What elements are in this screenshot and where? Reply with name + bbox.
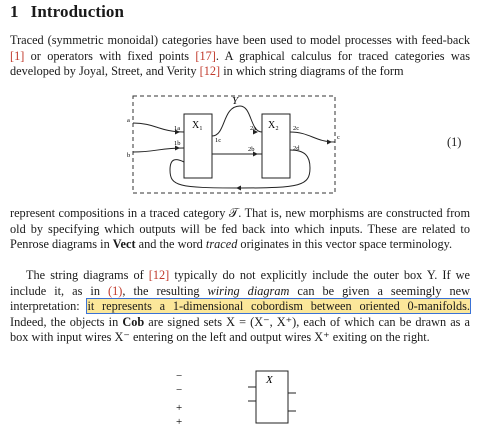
box-x-label: X (266, 374, 273, 386)
citation-link[interactable]: [1] (10, 48, 25, 63)
paragraph-traced: represent compositions in a traced category 𝒯. That is, new morphisms are constructed from old by specifying which outputs will be fed back into which inputs. These are related to Penrose diagrams in Vect and the word traced originates in this vector space terminology. (10, 206, 471, 252)
outer-box-y (133, 96, 335, 193)
svg-text:2a: 2a (250, 125, 257, 132)
svg-text:1b: 1b (174, 140, 181, 147)
svg-text:1c: 1c (215, 137, 222, 144)
signed-box-diagram (0, 365, 478, 435)
svg-text:2d: 2d (293, 145, 300, 152)
vect-term: Vect (112, 237, 136, 252)
equation-number: (1) (447, 135, 462, 149)
wiring-diagram (0, 86, 478, 201)
highlighted-sentence[interactable]: it represents a 1-dimensional cobordism between oriented 0-manifolds. (87, 299, 470, 314)
sign-labels (176, 370, 182, 428)
wires (133, 106, 335, 188)
wire-labels (127, 117, 340, 159)
wiring-diagram-term: wiring diagram (207, 283, 290, 298)
cob-term: Cob (122, 314, 145, 329)
citation-link[interactable]: [12] (148, 268, 170, 282)
box-x1-label: X₁ (192, 120, 203, 131)
section-heading (10, 2, 124, 22)
citation-link[interactable]: [17] (195, 48, 216, 63)
paragraph-cobordism: The string diagrams of [12] typically do not explicitly include the outer box Y. If we include it, as in (1), the resulting wiring diagram can be given a seemingly new interpretation: it represents a 1-dimensional cobordism between oriented 0-manifolds. Indeed, the objects in Cob are signed sets X = (X⁻, X⁺), each of which can be drawn as a box with input wires X⁻ entering on the left and output wires X⁺ exiting on the right. (10, 268, 470, 345)
svg-text:b: b (127, 152, 131, 159)
paragraph-intro: Traced (symmetric monoidal) categories have been used to model processes with feed-back [1] or operators with fixed points [17]. A graphical calculus for traced categories was developed by Joyal, Street, and Verity [12] in which string diagrams of the form (10, 33, 470, 79)
svg-text:1a: 1a (174, 125, 181, 132)
svg-text:2b: 2b (248, 146, 255, 153)
outer-box-label: Y (232, 95, 239, 107)
svg-text:−: − (176, 384, 183, 396)
svg-text:+: + (176, 402, 183, 414)
section-title: Introduction (30, 2, 125, 21)
svg-text:a: a (127, 117, 130, 124)
section-number: 1 (10, 2, 19, 21)
traced-term: traced (205, 237, 238, 252)
equation-reference-link[interactable]: (1) (108, 283, 123, 298)
citation-link[interactable]: [12] (199, 64, 221, 79)
svg-text:2c: 2c (293, 125, 300, 132)
svg-text:+: + (176, 416, 183, 428)
svg-text:c: c (337, 134, 340, 141)
svg-text:−: − (176, 370, 183, 382)
box-x2-label: X₂ (268, 120, 279, 131)
traced-category-symbol: 𝒯 (228, 206, 239, 220)
